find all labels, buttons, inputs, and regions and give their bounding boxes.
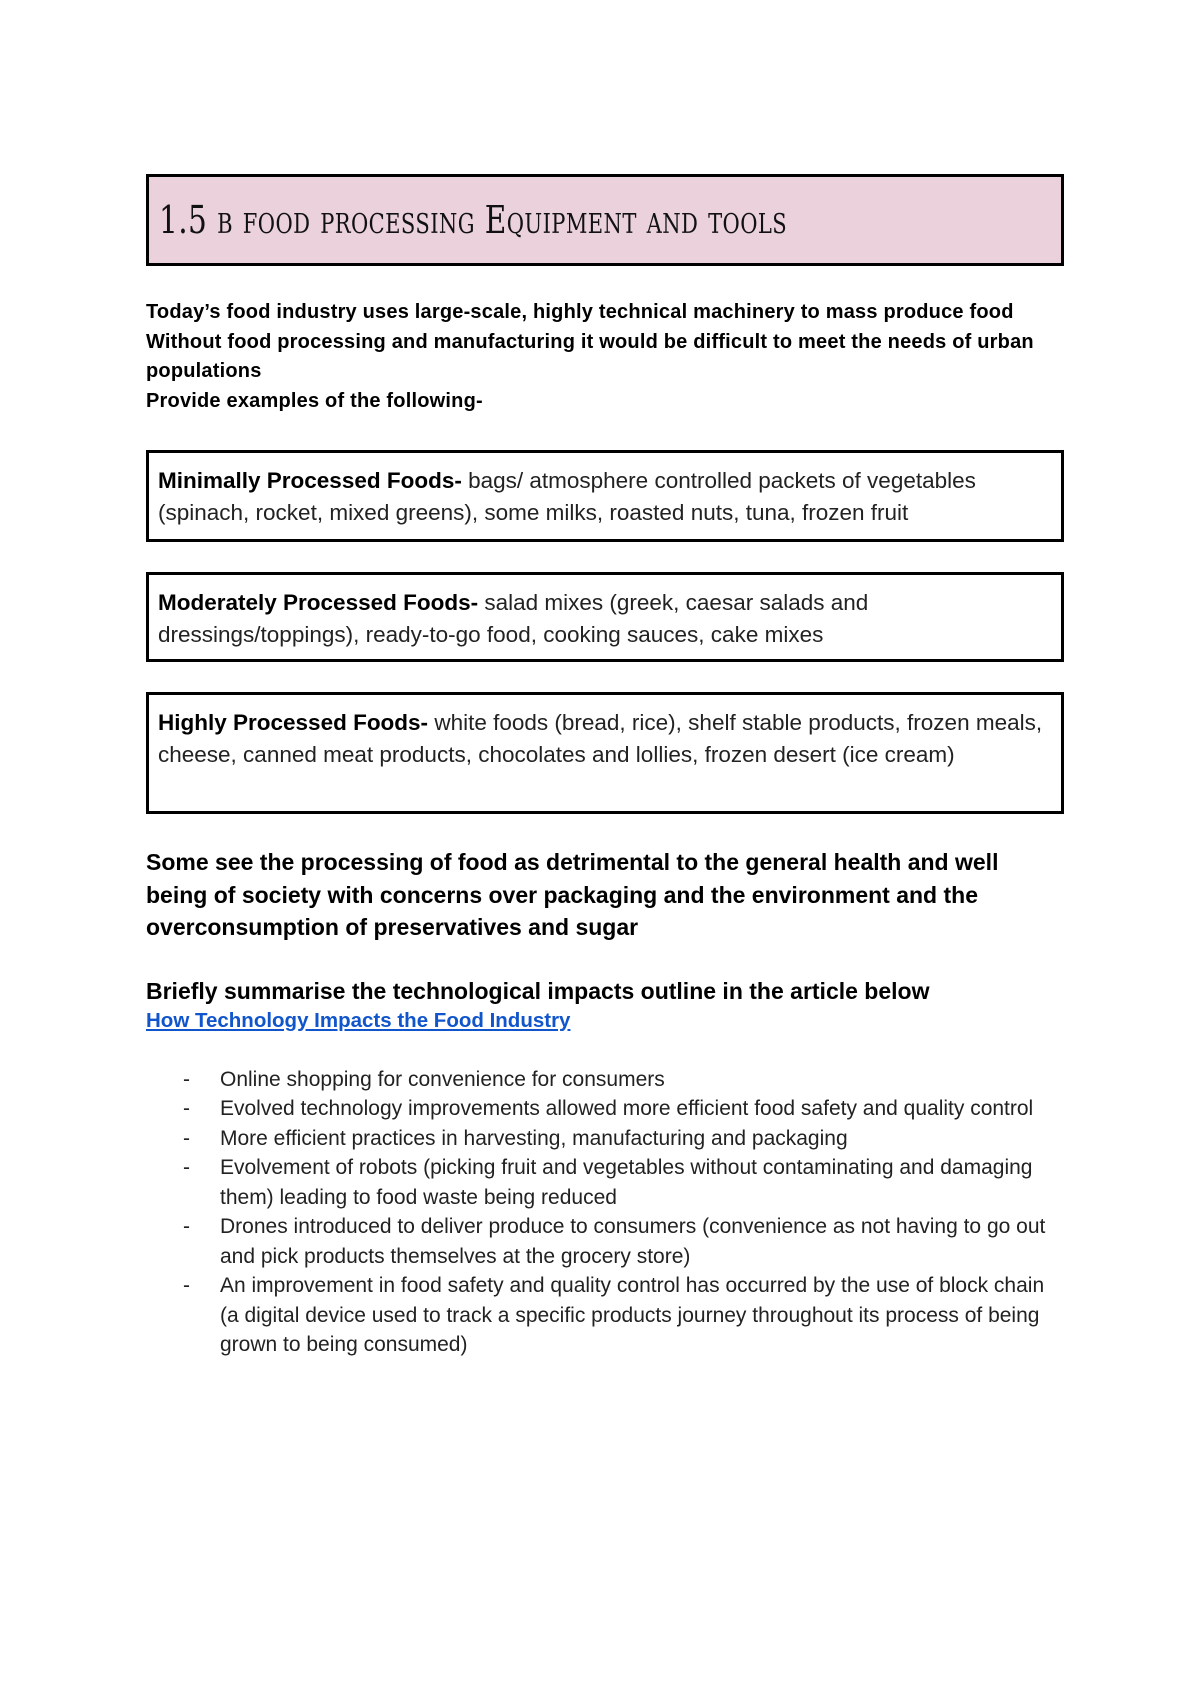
list-item-text: An improvement in food safety and quality control has occurred by the use of block chain (a digital device used to track a specific products journey throughout its process of being grown to being consumed) — [220, 1274, 1045, 1356]
intro-line-urban: Without food processing and manufacturing it would be difficult to meet the needs of urban populations — [146, 330, 1034, 382]
article-link[interactable]: How Technology Impacts the Food Industry — [146, 1008, 571, 1032]
bullet-dash: - — [183, 1097, 190, 1120]
intro-section — [146, 298, 1064, 416]
list-item — [146, 1212, 1064, 1271]
bullet-dash: - — [183, 1215, 190, 1238]
impacts-list — [146, 1065, 1064, 1360]
minimally-processed-box — [146, 450, 1064, 542]
list-item — [146, 1124, 1064, 1154]
list-item-text: More efficient practices in harvesting, manufacturing and packaging — [220, 1126, 848, 1150]
moderately-processed-text: salad mixes (greek, caesar salads and dressings/toppings), ready-to-go food, cooking sauces, cake mixes — [158, 590, 869, 647]
list-item-text: Evolved technology improvements allowed more efficient food safety and quality control — [220, 1097, 1034, 1120]
bullet-dash: - — [183, 1156, 190, 1179]
bullet-dash: - — [183, 1067, 190, 1091]
minimally-processed-label: Minimally Processed Foods- — [158, 468, 462, 493]
moderately-processed-label: Moderately Processed Foods- — [158, 590, 479, 615]
intro-line-industry: Today’s food industry uses large-scale, highly technical machinery to mass produce food — [146, 301, 1014, 323]
list-item — [146, 1271, 1064, 1360]
highly-processed-label: Highly Processed Foods- — [158, 710, 429, 735]
list-item — [146, 1065, 1064, 1095]
intro-line-prompt: Provide examples of the following- — [146, 389, 483, 412]
page-title: 1.5 b food processing Equipment and tools — [159, 198, 788, 242]
moderately-processed-box — [146, 572, 1064, 662]
list-item — [146, 1094, 1064, 1124]
highly-processed-box — [146, 692, 1064, 814]
list-item — [146, 1153, 1064, 1212]
list-item-text: Online shopping for convenience for consumers — [220, 1067, 665, 1091]
summary-question: Briefly summarise the technological impacts outline in the article below — [146, 977, 930, 1004]
document-page — [146, 174, 1064, 1360]
bullet-dash: - — [183, 1126, 190, 1150]
list-item-text: Evolvement of robots (picking fruit and vegetables without contaminating and damaging them) leading to food waste being reduced — [220, 1156, 1033, 1209]
list-item-text: Drones introduced to deliver produce to consumers (convenience as not having to go out and pick products themselves at the grocery store) — [220, 1215, 1046, 1268]
health-statement: Some see the processing of food as detrimental to the general health and well being of society with concerns over packaging and the environment and the overconsumption of preservatives and sugar — [146, 849, 999, 940]
title-box — [146, 174, 1064, 266]
minimally-processed-text: bags/ atmosphere controlled packets of vegetables (spinach, rocket, mixed greens), some milks, roasted nuts, tuna, frozen fruit — [158, 468, 976, 525]
bullet-dash: - — [183, 1274, 190, 1297]
highly-processed-text: white foods (bread, rice), shelf stable products, frozen meals, cheese, canned meat products, chocolates and lollies, frozen desert (ice cream) — [158, 710, 1043, 767]
